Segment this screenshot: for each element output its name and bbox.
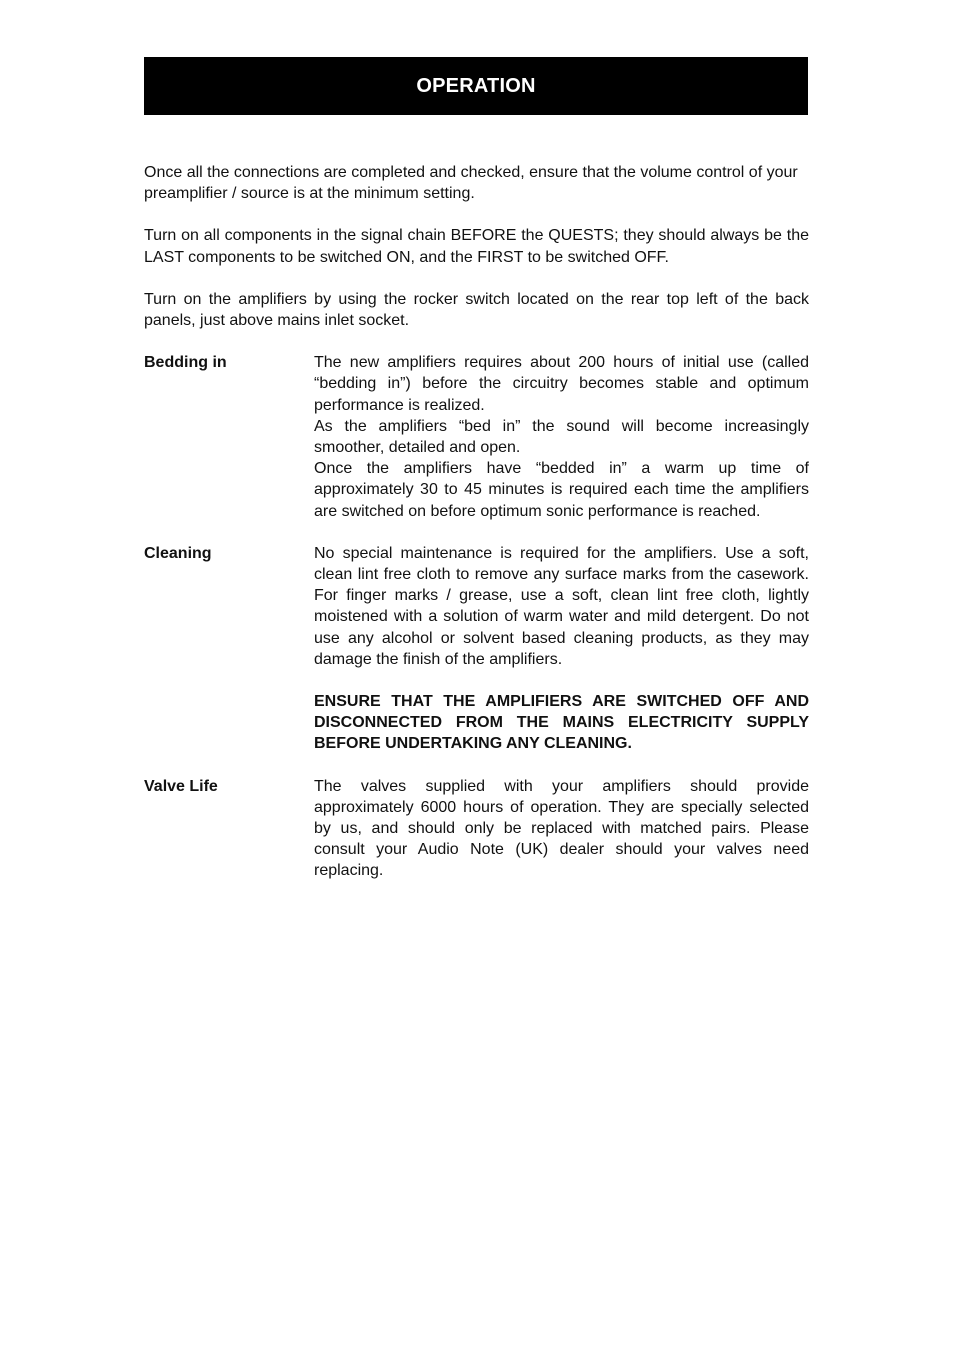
intro-paragraph-rocker-switch: Turn on the amplifiers by using the rocker switch located on the rear top left of the back panels, just above mains inlet socket. — [144, 290, 809, 330]
section-valve-life — [144, 776, 809, 882]
intro-paragraph-volume: Once all the connections are completed and checked, ensure that the volume control of your preamplifier / source is at the minimum setting. — [144, 164, 798, 203]
section-cleaning — [144, 543, 809, 755]
valve-life-paragraph: The valves supplied with your amplifiers should provide approximately 6000 hours of operation. They are specially selected by us, and should only be replaced with matched pairs. Please consult your Audio Note (UK) dealer should your valves need replacing. — [314, 777, 809, 880]
section-body-cleaning — [314, 543, 809, 755]
section-header-bar — [144, 57, 808, 115]
intro-paragraph-power-order: Turn on all components in the signal chain BEFORE the QUESTS; they should always be the LAST components to be switched ON, and the FIRST to be switched OFF. — [144, 227, 809, 266]
section-label-cleaning: Cleaning — [144, 544, 212, 562]
section-bedding-in — [144, 352, 809, 522]
page-title: OPERATION — [416, 74, 536, 97]
section-label-valve-life: Valve Life — [144, 777, 218, 795]
cleaning-paragraph: No special maintenance is required for the amplifiers. Use a soft, clean lint free cloth to remove any surface marks from the casework. For finger marks / grease, use a soft, clean lint free cloth, lightly moistened with a solution of warm water and mild detergent. Do not use any alcohol or solvent based cleaning products, as they may damage the finish of the amplifiers. — [314, 544, 809, 668]
section-body-valve-life — [314, 776, 809, 882]
section-label-bedding-in: Bedding in — [144, 354, 227, 372]
section-body-bedding-in — [314, 352, 809, 522]
bedding-in-paragraph: Once the amplifiers have “bedded in” a warm up time of approximately 30 to 45 minutes is required each time the amplifiers are switched on before optimum sonic performance is reached. — [314, 460, 809, 520]
cleaning-warning: ENSURE THAT THE AMPLIFIERS ARE SWITCHED OFF AND DISCONNECTED FROM THE MAINS ELECTRICITY SUPPLY BEFORE UNDERTAKING ANY CLEANING. — [314, 693, 809, 753]
bedding-in-paragraph: The new amplifiers requires about 200 hours of initial use (called “bedding in”) before the circuitry becomes stable and optimum performance is realized. — [314, 354, 809, 414]
bedding-in-paragraph: As the amplifiers “bed in” the sound will become increasingly smoother, detailed and open. — [314, 417, 809, 457]
document-body — [144, 162, 809, 903]
